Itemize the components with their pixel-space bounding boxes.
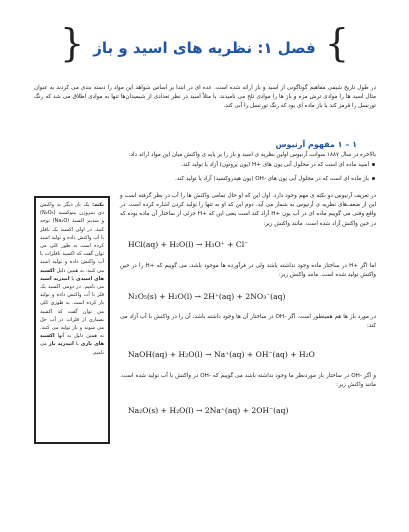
equation-hcl: HCl(aq) + H₂O(l) → H₃O⁺ + Cl⁻ <box>128 240 249 249</box>
note-or-1: یا <box>71 275 75 282</box>
paragraph-bases: در مورد باز ها هم همینطور است. اگر -OH در ساختار آن ها وجود داشته باشد، آن را در واکنش با آب آزاد می کند: <box>120 314 376 330</box>
right-brace: } <box>324 21 349 65</box>
equation-na2o: Na₂O(s) + H₂O(l) → 2Na⁺(aq) + 2OH⁻(aq) <box>128 406 289 415</box>
section-heading: ۱ – ۱ مفهوم آرنیوس <box>275 140 357 149</box>
left-brace: { <box>60 21 85 65</box>
chapter-title-frame <box>60 21 349 68</box>
bullet-dot <box>372 177 375 180</box>
note-body: یک بار دیگر به واکنش دی نیتروژن پنتوکسید (N₂O₅) و سدیم اکسید (Na₂O) توجه کنید. در اولی اکسید یک نافلز با آب واکنش داده و تولید اسید کرده است به طور کلی می توان گفت که اکسید نافلزات با آب واکنش داده و تولید اسید می کنند. به همین دلیل <box>40 202 105 274</box>
note-label: نکته: <box>92 202 104 208</box>
note-acid-anhydride: انیدرید اسید <box>40 275 70 282</box>
bullet-dot <box>372 163 375 166</box>
note-tail-1: می نامیم. در دومی اکسید یک فلز با آب واکنش داده و تولید باز کرده است. به طوری کلی می توان گفت که اکسید بسیاری از فلزات در آب حل می شوند و باز تولید می کنند. به همین دلیل به آنها <box>40 284 105 340</box>
note-base-anhydride: انیدرید باز <box>48 341 74 348</box>
intro-paragraph: در طول تاریخ شیمی مفاهیم گوناگونی از اسید و باز ارائه شده است. عده ای در ابتدا بر اساس شواهد این مواد را دسته بندی می کردند به عنوان مثال اسید ها را موادی ترش مزه و باز ها را موادی تلخ می نامیدند. یا مثلاً اسید در نظر تعدادی از شیمیدان‌ها تنها به موادی اطلاق می شد که رنگ تورنسل را قرمز کند یا باز ماده ای بود که رنگ تورنسل را آبی کند. <box>34 85 376 110</box>
equation-naoh: NaOH(aq) + H₂O(l) → Na⁺(aq) + OH⁻(aq) + H₂O <box>128 350 315 359</box>
note-box <box>34 196 110 444</box>
chapter-title: فصل ۱: نظریه های اسید و باز <box>93 39 316 57</box>
note-acidic-oxides: اکسید های اسیدی <box>40 267 105 282</box>
bullet-base-definition <box>175 176 375 182</box>
equation-n2o5: N₂O₅(s) + H₂O(l) → 2H⁺(aq) + 2NO₃⁻(aq) <box>128 292 286 301</box>
note-or-2: یا <box>75 341 79 348</box>
note-basic-oxides: اکسید های بازی <box>40 333 105 348</box>
paragraph-oh-produced: و اگر -OH در ساختار باز موردنظر ما وجود نداشته باشد می گوییم که -OH در واکنش با آب تولید شده است. مانند واکنش زیر: <box>120 373 376 389</box>
section-lead: بالاخره در سال ۱۸۸۷ سوانت آرنیوس اولین نظریه ی اسید و باز را بر پایه ی واکنش میان این مواد ارائه داد: <box>128 152 376 158</box>
bullet-base-text: باز ماده ای است که در محلول آبی یون های -OH (یون هیدروکسید) آزاد یا تولید کند. <box>174 176 369 182</box>
bullet-acid-definition <box>181 162 375 168</box>
paragraph-h-produced: اما اگر +H در ساختار ماده وجود نداشته باشد ولی در فرآورده ها موجود باشد، می گوییم که +H را در حین واکنش تولید شده است. مانند واکنش زیر: <box>120 263 376 279</box>
note-tail-2: می نامیم. <box>40 341 104 356</box>
bullet-acid-text: اسید ماده ای است که در محلول آبی یون های +H (یون پروتون) آزاد یا تولید کند. <box>181 162 369 168</box>
paragraph-arrhenius-notes: در تعریف آرنیوس دو نکته ی مهم وجود دارد. اول این که او حال تمامی واکنش ها را آب در نظر گرفته است و این از ضعف‌های نظریه ی آرنیوس به شمار می آید. دوم این که او نه تنها را تولید کردن اشاره کرده است. در واقع وقتی می گوییم ماده ای در آب یون +H آزاد کند است یعنی این که +H جزئی از ساختار آن ماده بوده که در حین واکنش آزاد شده است. مانند واکنش زیر: <box>120 193 377 227</box>
